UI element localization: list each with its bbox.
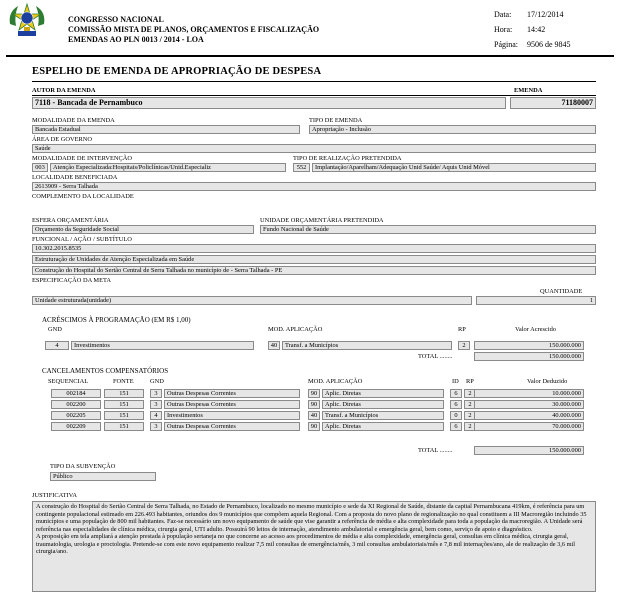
canc-id-label: ID [452, 378, 459, 385]
acr-rp-label: RP [458, 326, 466, 333]
acr-mod-code: 40 [268, 341, 280, 350]
autor-value: 7118 - Bancada de Pernambuco [32, 97, 506, 109]
canc-seq: 002209 [51, 422, 101, 431]
realizacao-code: 552 [293, 163, 310, 172]
header-emendas [68, 35, 204, 44]
acr-gnd-label: GND [48, 326, 62, 333]
canc-rp: 2 [464, 400, 476, 409]
meta-label: ESPECIFICAÇÃO DA META [32, 277, 112, 284]
acr-gnd-name: Investimentos [71, 341, 254, 350]
modalidade-emenda-label: MODALIDADE DA EMENDA [32, 117, 115, 124]
canc-fonte: 151 [104, 400, 144, 409]
complemento-label: COMPLEMENTO DA LOCALIDADE [32, 193, 134, 200]
esfera-label: ESFERA ORÇAMENTÁRIA [32, 217, 109, 224]
header-comissao: COMISSÃO MISTA DE PLANOS, ORÇAMENTOS E FISCALIZAÇÃO [68, 25, 320, 34]
quantidade-value: 1 [476, 296, 596, 305]
acr-valor: 150.000.000 [474, 341, 584, 350]
hora-value: 14:42 [527, 25, 546, 34]
meta-value: Unidade estruturada(unidade) [32, 296, 472, 305]
canc-mod-name: Transf. a Municípios [322, 411, 444, 420]
canc-rp: 2 [464, 389, 476, 398]
acr-gnd-code: 4 [45, 341, 69, 350]
modalidade-emenda-value: Bancada Estadual [32, 125, 300, 134]
tipo-emenda-label: TIPO DE EMENDA [309, 117, 363, 124]
acr-mod-label: MOD. APLICAÇÃO [268, 326, 323, 333]
tipo-realizacao-label: TIPO DE REALIZAÇÃO PRETENDIDA [293, 155, 402, 162]
canc-gnd: 4 [150, 411, 162, 420]
acrescimos-label: ACRÉSCIMOS À PROGRAMAÇÃO (EM R$ 1,00) [42, 316, 191, 324]
canc-id: 0 [450, 411, 462, 420]
data-label: Data: [494, 10, 512, 19]
canc-mod: 40 [308, 411, 320, 420]
header-congresso: CONGRESSO NACIONAL [68, 15, 164, 24]
canc-total-label: TOTAL ........ [418, 447, 453, 454]
autor-divider [32, 95, 596, 96]
tipo-emenda-value: Apropriação - Inclusão [309, 125, 596, 134]
canc-mod-name: Aplic. Diretas [322, 422, 444, 431]
canc-valor: 70.000.000 [474, 422, 584, 431]
canc-gnd-name: Outras Despesas Correntes [164, 422, 300, 431]
localidade-label: LOCALIDADE BENEFICIADA [32, 174, 118, 181]
page-title: ESPELHO DE EMENDA DE APROPRIAÇÃO DE DESPESA [32, 66, 322, 77]
modalidade-intervencao-label: MODALIDADE DE INTERVENÇÃO [32, 155, 132, 162]
data-value: 17/12/2014 [527, 10, 564, 19]
canc-mod: 90 [308, 422, 320, 431]
esfera-value: Orçamento da Seguridade Social [32, 225, 254, 234]
canc-seq-label: SEQUENCIAL [48, 378, 89, 385]
funcional-label: FUNCIONAL / AÇÃO / SUBTÍTULO [32, 236, 132, 243]
canc-mod-name: Aplic. Diretas [322, 400, 444, 409]
quantidade-label: QUANTIDADE [540, 288, 583, 295]
acr-total: 150.000.000 [474, 352, 584, 361]
canc-gnd-label: GND [150, 378, 164, 385]
canc-valor-label: Valor Deduzido [527, 378, 568, 385]
funcional-acao: Estruturação de Unidades de Atenção Especializada em Saúde [32, 255, 596, 264]
area-governo-label: ÁREA DE GOVERNO [32, 136, 92, 143]
funcional-subtitulo: Construção do Hospital do Sertão Central de Serra Talhada no município de - Serra Talhada - PE [32, 266, 596, 275]
localidade-value: 2613909 - Serra Talhada [32, 182, 596, 191]
unidade-label: UNIDADE ORÇAMENTÁRIA PRETENDIDA [260, 217, 384, 224]
header-emendas-label: EMENDAS AO PLN [68, 35, 140, 44]
canc-mod: 90 [308, 389, 320, 398]
emenda-value: 71180007 [510, 97, 596, 109]
canc-id: 6 [450, 422, 462, 431]
canc-valor: 30.000.000 [474, 400, 584, 409]
canc-rp-label: RP [466, 378, 474, 385]
canc-fonte: 151 [104, 411, 144, 420]
canc-gnd: 3 [150, 400, 162, 409]
canc-mod-name: Aplic. Diretas [322, 389, 444, 398]
canc-valor: 10.000.000 [474, 389, 584, 398]
title-divider [32, 81, 596, 82]
canc-gnd-name: Investimentos [164, 411, 300, 420]
area-governo-value: Saúde [32, 144, 596, 153]
funcional-code: 10.302.2015.8535 [32, 244, 596, 253]
unidade-value: Fundo Nacional de Saúde [260, 225, 596, 234]
coat-of-arms-icon [6, 2, 48, 42]
justificativa-p1: A construção do Hospital do Sertão Central de Serra Talhada, no Estado de Pernambuco, localizado no mesmo município e sede da XI Regional de Saúde, distante da capital Pernambucana 419km, é referência para um contingente populacional estimado em 226.493 habitantes, oriundos dos 9 municípios que compõem aquela Regional. Com a proposta do novo plano de regionalização no qual constituem a III Macroregião incluindo 35 municípios e uma população de 800 mil habitantes. Faz-se necessário um novo equipamento de saúde que vise garantir a referência de média e alta complexidade para toda a população da macroregião. A Unidade será referência nas especialidades de clínica médica, cirurgia geral, UTI adulto. Possuirá 90 leitos de internação, atendimento ambulatorial e emergência geral, bem como, serviço de apoio e diagnóstico. [36, 503, 587, 533]
cancelamentos-label: CANCELAMENTOS COMPENSATÓRIOS [42, 367, 169, 375]
acr-valor-label: Valor Acrescido [515, 326, 556, 333]
acr-mod-name: Transf. a Municípios [282, 341, 452, 350]
canc-fonte: 151 [104, 389, 144, 398]
canc-fonte-label: FONTE [113, 378, 134, 385]
realizacao-value: Implantação/Aparelham/Adequação Unid Saúde/ Aquis Unid Móvel [312, 163, 596, 172]
justificativa-box [32, 501, 596, 592]
canc-gnd-name: Outras Despesas Correntes [164, 400, 300, 409]
canc-gnd: 3 [150, 389, 162, 398]
canc-gnd-name: Outras Despesas Correntes [164, 389, 300, 398]
subvencao-label: TIPO DA SUBVENÇÃO [50, 463, 116, 470]
intervencao-code: 003 [32, 163, 48, 172]
emenda-label: EMENDA [514, 87, 543, 94]
canc-total: 150.000.000 [474, 446, 584, 455]
canc-seq: 002200 [51, 400, 101, 409]
canc-id: 6 [450, 389, 462, 398]
pagina-label: Página: [494, 40, 518, 49]
pagina-value: 9506 de 9845 [527, 40, 571, 49]
intervencao-value: Atenção Especializada:Hospitais/Policlínicas/Unid.Especializ [50, 163, 286, 172]
canc-valor: 40.000.000 [474, 411, 584, 420]
header-divider [6, 55, 614, 57]
canc-gnd: 3 [150, 422, 162, 431]
autor-label: AUTOR DA EMENDA [32, 87, 96, 94]
canc-mod: 90 [308, 400, 320, 409]
acr-rp: 2 [458, 341, 470, 350]
canc-id: 6 [450, 400, 462, 409]
canc-fonte: 151 [104, 422, 144, 431]
canc-mod-label: MOD. APLICAÇÃO [308, 378, 363, 385]
canc-seq: 002205 [51, 411, 101, 420]
subvencao-value: Público [50, 472, 156, 481]
acr-total-label: TOTAL ........ [418, 353, 453, 360]
canc-rp: 2 [464, 422, 476, 431]
header-pln: 0013 / 2014 - LOA [141, 35, 204, 44]
canc-seq: 002184 [51, 389, 101, 398]
hora-label: Hora: [494, 25, 513, 34]
justificativa-label: JUSTIFICATIVA [32, 492, 77, 499]
justificativa-p2: A proposição em tela ampliará a atenção prestada à população sertaneja no que concerne ao acesso aos procedimentos de média e alta complexidade, emergência geral, consultas em clínica médica, cirurgia geral, traumatologia, urologia e proctologia. Pretende-se com este novo equipamento realizar 7,5 mil consultas de emergência/mês, 3 mil consultas ambulatoriais/mês e 7,8 mil internações/ano, ale de realização de 3,6 mil cirurgia/ano. [36, 533, 575, 555]
canc-rp: 2 [464, 411, 476, 420]
